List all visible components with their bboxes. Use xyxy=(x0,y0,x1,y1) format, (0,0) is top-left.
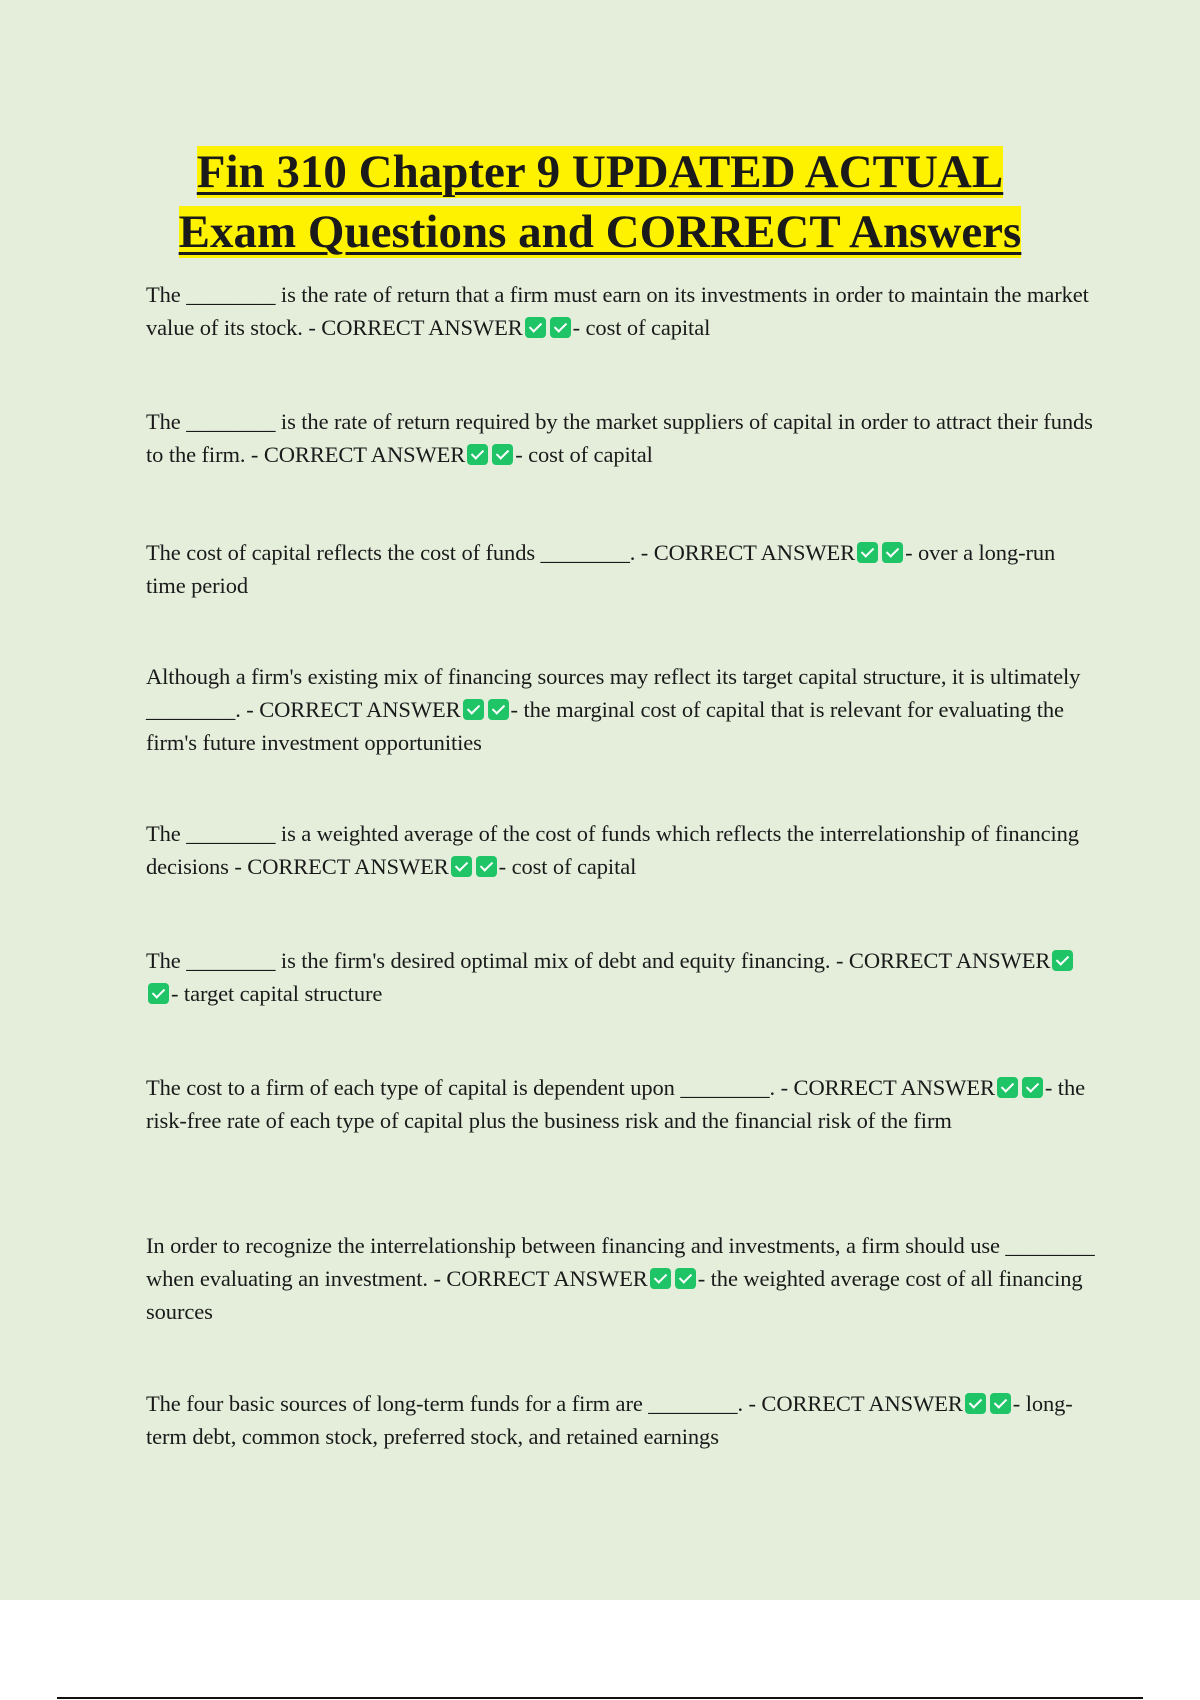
check-icon xyxy=(476,856,497,877)
qa-item-5: The ________ is a weighted average of the cost of funds which reflects the interrelationship of financing decisions - CORRECT ANSWER - cost of capital xyxy=(146,821,1079,879)
answer-text: long-term debt, common stock, preferred stock, and retained earnings xyxy=(146,1391,1073,1449)
check-icon xyxy=(997,1077,1018,1098)
question-text: The ________ is the firm's desired optimal mix of debt and equity financing. xyxy=(146,948,831,973)
qa-item-6: The ________ is the firm's desired optimal mix of debt and equity financing. - CORRECT ANSWER- target capital structure xyxy=(146,944,1096,1010)
qa-item-1: The ________ is the rate of return that a firm must earn on its investments in order to maintain the market value of its stock. - CORRECT ANSWER - cost of capital xyxy=(146,282,1089,340)
answer-text: the weighted average cost of all financing sources xyxy=(146,1266,1083,1324)
page-divider xyxy=(57,1697,1143,1699)
qa-item-8: In order to recognize the interrelationship between financing and investments, a firm should use ________ when evaluating an investment. - CORRECT ANSWER - the weighted average cost of all financing sources xyxy=(146,1233,1095,1324)
answer-label: CORRECT ANSWER xyxy=(848,948,1051,973)
answer-label: CORRECT ANSWER xyxy=(321,315,523,340)
question-text: The ________ is the rate of return required by the market suppliers of capital in order to attract their funds to the firm. xyxy=(146,409,1093,467)
qa-item-3: The cost of capital reflects the cost of funds ________. - CORRECT ANSWER - over a long-run time period xyxy=(146,540,1056,598)
check-icon xyxy=(550,317,571,338)
qa-item-2: The ________ is the rate of return required by the market suppliers of capital in order to attract their funds to the firm. - CORRECT ANSWER - cost of capital xyxy=(146,409,1093,467)
answer-label: CORRECT ANSWER xyxy=(653,540,856,565)
answer-label: CORRECT ANSWER xyxy=(793,1075,995,1100)
qa-item-7: The cost to a firm of each type of capital is dependent upon ________. - CORRECT ANSWER - the risk-free rate of each type of capital plus the business risk and the financial risk of the firm xyxy=(146,1075,1085,1133)
check-icon xyxy=(1022,1077,1043,1098)
check-icon xyxy=(525,317,546,338)
answer-text: cost of capital xyxy=(585,315,711,340)
answer-text: cost of capital xyxy=(528,442,653,467)
answer-text: target capital structure xyxy=(183,981,383,1006)
question-text: The ________ is a weighted average of the cost of funds which reflects the interrelationship of financing decisions xyxy=(146,821,1079,879)
check-icon xyxy=(467,444,488,465)
answer-text: the marginal cost of capital that is relevant for evaluating the firm's future investment opportunities xyxy=(146,697,1064,755)
answer-text: cost of capital xyxy=(511,854,637,879)
document-title xyxy=(0,142,1200,262)
check-icon xyxy=(990,1393,1011,1414)
question-text: Although a firm's existing mix of financing sources may reflect its target capital structure, it is ultimately ________. xyxy=(146,664,1081,722)
answer-label: CORRECT ANSWER xyxy=(263,442,466,467)
check-icon xyxy=(965,1393,986,1414)
check-icon xyxy=(1052,950,1073,971)
check-icon xyxy=(488,699,509,720)
answer-label: CORRECT ANSWER xyxy=(259,697,461,722)
qa-item-4: Although a firm's existing mix of financing sources may reflect its target capital structure, it is ultimately ________. - CORRECT ANSWER - the marginal cost of capital that is relevant for evaluating the firm's future investment opportunities xyxy=(146,664,1081,755)
title-line-2: Exam Questions and CORRECT Answers xyxy=(178,206,1022,258)
check-icon xyxy=(463,699,484,720)
question-text: The ________ is the rate of return that a firm must earn on its investments in order to maintain the market value of its stock. xyxy=(146,282,1089,340)
answer-text: over a long-run time period xyxy=(146,540,1056,598)
check-icon xyxy=(857,542,878,563)
check-icon xyxy=(650,1268,671,1289)
question-text: In order to recognize the interrelationship between financing and investments, a firm should use ________ when evaluating an investment. xyxy=(146,1233,1095,1291)
check-icon xyxy=(492,444,513,465)
answer-label: CORRECT ANSWER xyxy=(446,1266,648,1291)
title-line-1: Fin 310 Chapter 9 UPDATED ACTUAL xyxy=(196,146,1004,198)
answer-label: CORRECT ANSWER xyxy=(761,1391,963,1416)
question-text: The four basic sources of long-term funds for a firm are ________. xyxy=(146,1391,743,1416)
question-text: The cost to a firm of each type of capital is dependent upon ________. xyxy=(146,1075,776,1100)
check-icon xyxy=(451,856,472,877)
check-icon xyxy=(882,542,903,563)
answer-text: the risk-free rate of each type of capital plus the business risk and the financial risk of the firm xyxy=(146,1075,1085,1133)
check-icon xyxy=(148,983,169,1004)
check-icon xyxy=(675,1268,696,1289)
question-text: The cost of capital reflects the cost of funds ________. xyxy=(146,540,636,565)
answer-label: CORRECT ANSWER xyxy=(247,854,449,879)
qa-item-9: The four basic sources of long-term funds for a firm are ________. - CORRECT ANSWER - long-term debt, common stock, preferred stock, and retained earnings xyxy=(146,1391,1073,1449)
